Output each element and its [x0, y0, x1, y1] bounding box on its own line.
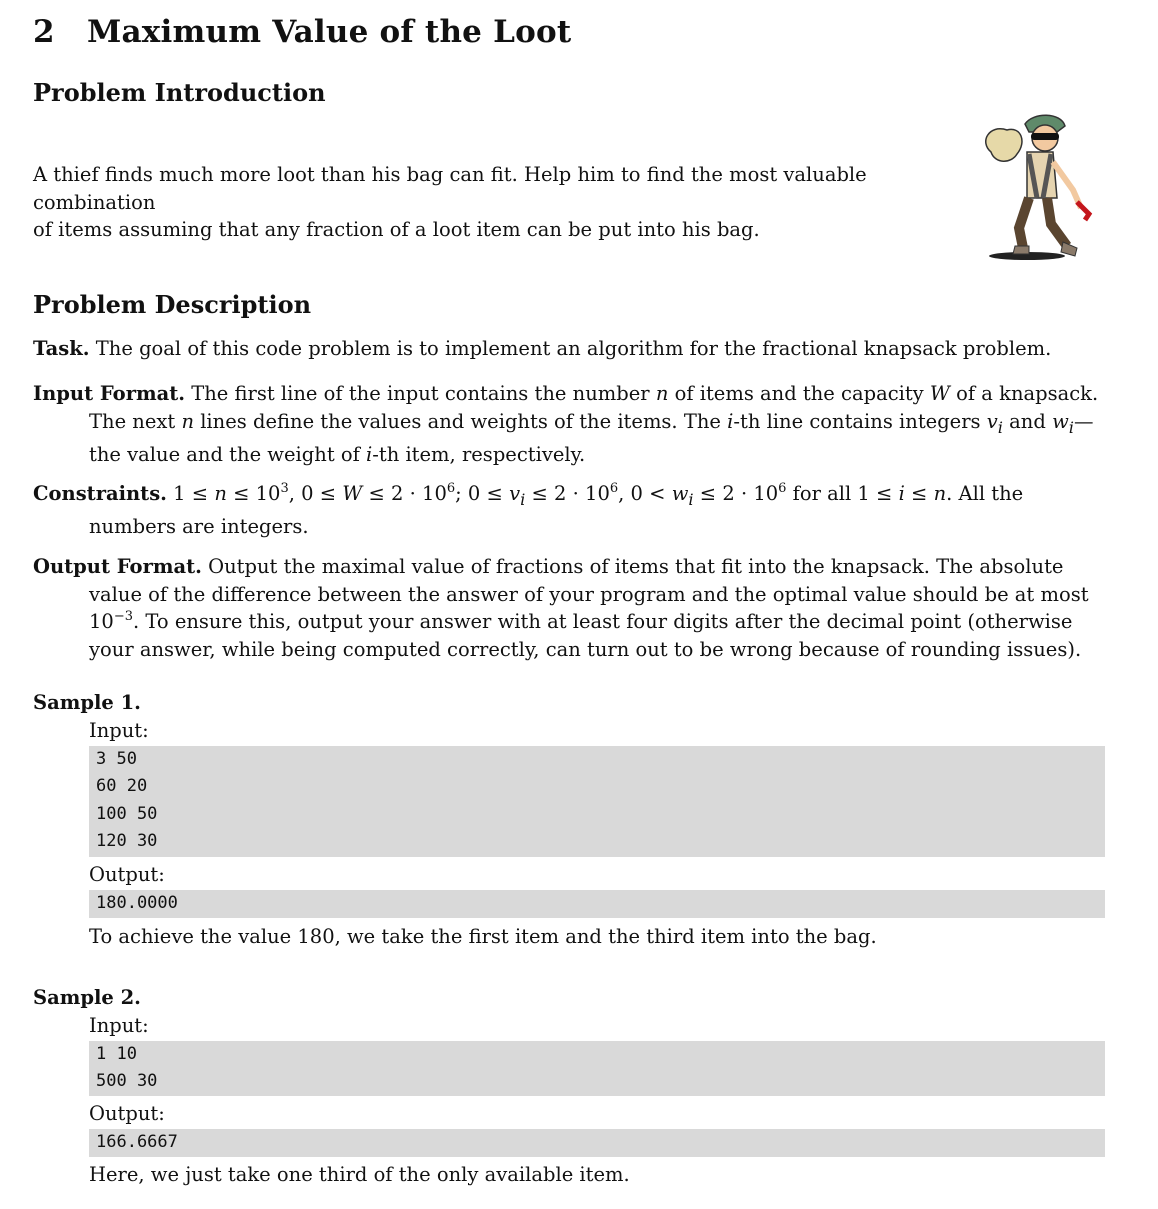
sample-2-label: Sample 2. — [33, 986, 141, 1009]
code-line: 3 50 — [96, 749, 137, 769]
sample-2-output-label: Output: — [89, 1102, 165, 1125]
task-text: The goal of this code problem is to implement an algorithm for the fractional knapsack problem. — [95, 337, 1052, 360]
section-title — [33, 14, 571, 50]
task-paragraph — [33, 335, 1105, 363]
intro-line-2: of items assuming that any fraction of a loot item can be put into his bag. — [33, 218, 760, 241]
sample-2-output-block — [89, 1129, 1105, 1157]
sample-1-note: To achieve the value 180, we take the first item and the third item into the bag. — [89, 925, 877, 948]
sample-1-output-block — [89, 890, 1105, 918]
sample-2-note: Here, we just take one third of the only available item. — [89, 1163, 630, 1186]
sample-1-input-label: Input: — [89, 719, 149, 742]
code-line: 60 20 — [96, 776, 148, 797]
code-line: 1 10 — [96, 1044, 137, 1064]
task-label: Task. — [33, 337, 90, 360]
output-format-paragraph: Output Format. Output the maximal value of fractions of items that fit into the knapsack. The absolute value of the difference between the answer of your program and the optimal value should be at most $10^{-3}$. To ensure this, output your answer with at least four digits after the decimal point (otherwise your answer, while being computed correctly, can turn out to be wrong because of rounding issues). — [33, 555, 1089, 661]
section-title-text: Maximum Value of the Loot — [87, 14, 572, 50]
sample-2-input-label: Input: — [89, 1014, 149, 1037]
thief-illustration — [981, 112, 1093, 262]
code-line: 100 50 — [96, 803, 158, 824]
code-line: 120 30 — [96, 831, 158, 852]
code-line: 166.6667 — [96, 1132, 178, 1152]
sample-1-output-label: Output: — [89, 863, 165, 886]
sample-1-label: Sample 1. — [33, 691, 141, 714]
code-line: 180.0000 — [96, 893, 178, 913]
input-format-label: Input Format. — [33, 382, 186, 405]
intro-text — [33, 161, 983, 244]
sample-2-input-block — [89, 1041, 1105, 1096]
section-number: 2 — [33, 14, 55, 50]
output-format-label: Output Format. — [33, 555, 202, 578]
constraints-label: Constraints. — [33, 482, 167, 505]
intro-heading: Problem Introduction — [33, 78, 326, 107]
code-line: 500 30 — [96, 1071, 158, 1092]
description-heading: Problem Description — [33, 290, 312, 319]
sample-1-input-block — [89, 746, 1105, 857]
intro-line-1: A thief finds much more loot than his bag can fit. Help him to find the most valuable combination — [33, 163, 867, 214]
input-format-paragraph: Input Format. The first line of the input contains the number n of items and the capacity W of a knapsack. The next n lines define the values and weights of the items. The i-th line contains integers $v_i$ and $w_i—the$ value and the weight of i-th item, respectively. — [33, 382, 1099, 466]
constraints-paragraph: Constraints. $1 \le n \le 10^3$, $0 \le W \le 2 \cdot 10^6$; $0 \le v_i \le 2 \cdot 10^6$, $0 < w_i \le 2 \cdot 10^6$ for all 1 ≤ i ≤ n. All the numbers are integers. — [33, 481, 1024, 539]
